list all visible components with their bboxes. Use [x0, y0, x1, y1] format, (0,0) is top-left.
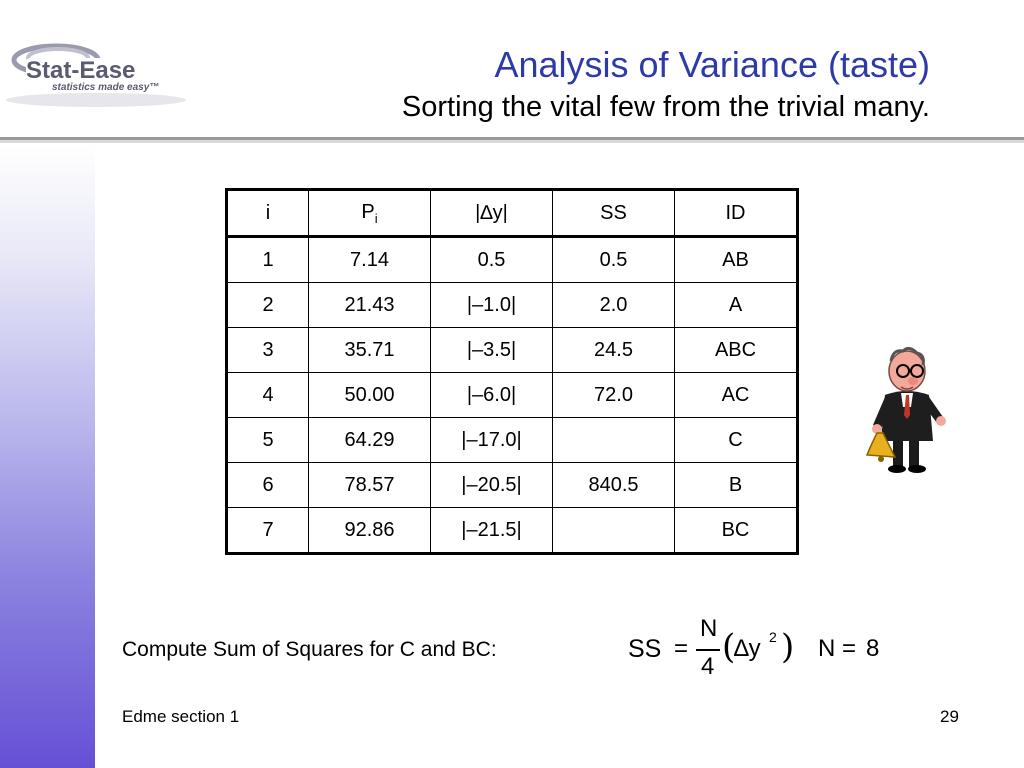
formula-numerator: N: [700, 615, 718, 642]
compute-instruction: Compute Sum of Squares for C and BC:: [122, 638, 497, 661]
formula-equals: =: [674, 635, 689, 662]
professor-with-bell-icon: [863, 345, 951, 475]
stat-ease-logo: [6, 40, 192, 110]
effects-table: [225, 188, 799, 555]
table-row: [227, 237, 798, 283]
formula-n-value: 8: [866, 635, 880, 662]
cell-i: 1: [227, 237, 309, 283]
formula-denominator: 4: [701, 653, 715, 680]
slide-title: Analysis of Variance (taste): [494, 44, 930, 85]
cell-ss: 2.0: [553, 283, 675, 328]
footer-section: Edme section 1: [122, 707, 240, 726]
cell-p: 64.29: [309, 418, 431, 463]
cell-delta-y: |–17.0|: [431, 418, 553, 463]
header-p-main: P: [361, 200, 375, 223]
formula-lhs: SS: [628, 635, 662, 663]
table-header-row: [227, 190, 798, 237]
cell-id: A: [675, 283, 798, 328]
cell-i: 4: [227, 373, 309, 418]
cell-id: BC: [675, 508, 798, 554]
cell-i: 7: [227, 508, 309, 554]
table-row: [227, 283, 798, 328]
formula-open-paren: (: [722, 627, 736, 667]
table-row: [227, 328, 798, 373]
table-row: [227, 463, 798, 508]
cell-i: 6: [227, 463, 309, 508]
formula-close-paren: ): [781, 627, 795, 667]
page-number: 29: [940, 707, 959, 726]
cell-delta-y: |–6.0|: [431, 373, 553, 418]
cell-p: 50.00: [309, 373, 431, 418]
cell-p: 21.43: [309, 283, 431, 328]
cell-delta-y: |–3.5|: [431, 328, 553, 373]
header-p: [309, 190, 431, 237]
formula-exponent: 2: [769, 629, 777, 645]
cell-i: 3: [227, 328, 309, 373]
cell-delta-y: |–20.5|: [431, 463, 553, 508]
cell-p: 7.14: [309, 237, 431, 283]
logo-brand: Stat-Ease: [26, 57, 136, 84]
ss-formula: [628, 615, 888, 687]
header-divider-shadow: [0, 140, 1024, 143]
fraction-bar: [696, 649, 720, 651]
formula-n-equals: =: [842, 635, 857, 662]
header-ss: SS: [553, 190, 675, 237]
slide-subtitle: Sorting the vital few from the trivial many.: [401, 91, 930, 123]
logo-tagline: statistics made easy™: [52, 82, 160, 93]
table-row: [227, 373, 798, 418]
cell-delta-y: 0.5: [431, 237, 553, 283]
cell-p: 78.57: [309, 463, 431, 508]
cell-id: AB: [675, 237, 798, 283]
cell-ss: 840.5: [553, 463, 675, 508]
header-p-subscript: i: [374, 210, 378, 226]
cell-ss: 0.5: [553, 237, 675, 283]
cell-ss: [553, 418, 675, 463]
cell-delta-y: |–21.5|: [431, 508, 553, 554]
table-row: [227, 508, 798, 554]
header-delta-y: |∆y|: [431, 190, 553, 237]
cell-p: 92.86: [309, 508, 431, 554]
header-i: i: [227, 190, 309, 237]
cell-p: 35.71: [309, 328, 431, 373]
table-row: [227, 418, 798, 463]
header-id: ID: [675, 190, 798, 237]
sidebar-gradient: [0, 145, 95, 768]
cell-i: 5: [227, 418, 309, 463]
cell-ss: [553, 508, 675, 554]
cell-delta-y: |–1.0|: [431, 283, 553, 328]
cell-id: C: [675, 418, 798, 463]
cell-ss: 24.5: [553, 328, 675, 373]
formula-delta-y: ∆y: [734, 635, 761, 662]
cell-id: ABC: [675, 328, 798, 373]
cell-i: 2: [227, 283, 309, 328]
cell-id: B: [675, 463, 798, 508]
formula-n-label: N: [818, 635, 836, 662]
cell-ss: 72.0: [553, 373, 675, 418]
cell-id: AC: [675, 373, 798, 418]
